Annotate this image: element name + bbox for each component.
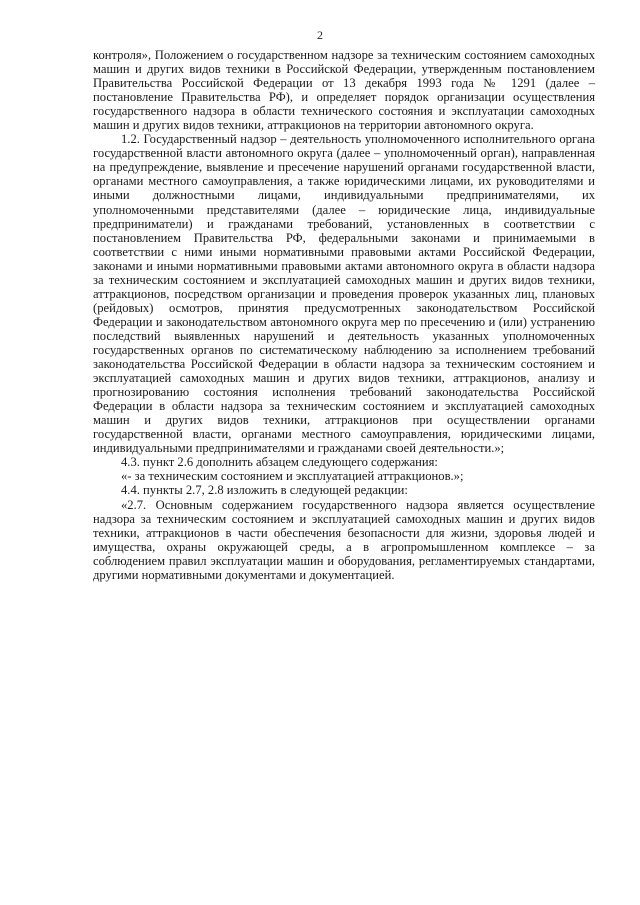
paragraph-4-4: 4.4. пункты 2.7, 2.8 изложить в следующей редакции: [121, 483, 408, 498]
paragraph-2-7: «2.7. Основным содержанием государственного надзора является осуществление надзора за техническим состоянием и эксплуатацией самоходных машин и других видов техники, аттракционов в части обеспечения безопасности для жизни, здоровья людей и имущества, охраны окружающей среды, а в агропромышленном комплексе – за соблюдением правил эксплуатации машин и оборудования, регламентируемых стандартами, другими нормативными документами и документацией. [93, 497, 595, 582]
paragraph-continuation: контроля», Положением о государственном надзоре за техническим состоянием самоходных машин и других видов техники в Российской Федерации, утвержденным постановлением Правительства Российской Федерации от 13 декабря 1993 года № 1291 (далее – постановление Правительства РФ), и определяет порядок организации осуществления государственного надзора в области технического состояния и эксплуатации самоходных машин и других видов техники, аттракционов на территории автономного округа. [93, 48, 595, 133]
paragraph-4-3: 4.3. пункт 2.6 дополнить абзацем следующего содержания: [121, 455, 438, 470]
document-body [93, 48, 595, 582]
paragraph-1-2: 1.2. Государственный надзор – деятельность уполномоченного исполнительного органа государственной власти автономного округа (далее – уполномоченный орган), направленная на предупреждение, выявление и пресечение нарушений органами государственной власти, органами местного самоуправления, а также юридическими лицами, их руководителями и иными должностными лицами, индивидуальными предпринимателями, их уполномоченными представителями (далее – юридические лица, индивидуальные предприниматели) и гражданами требований, установленных в соответствии с постановлением Правительства РФ, федеральными законами и принимаемыми в соответствии с ними иными нормативными правовыми актами Российской Федерации, законами и иными нормативными правовыми актами автономного округа в области надзора за техническим состоянием и эксплуатацией самоходных машин и других видов техники, аттракционов, посредством организации и проведения проверок указанных лиц, плановых (рейдовых) осмотров, принятия предусмотренных законодательством Российской Федерации и законодательством автономного округа мер по пресечению и (или) устранению последствий выявленных нарушений и деятельность указанных уполномоченных государственных органов по систематическому наблюдению за исполнением требований законодательства Российской Федерации в области надзора за техническим состоянием и эксплуатацией самоходных машин и других видов техники, аттракционов, анализу и прогнозированию состояния исполнения требований законодательства Российской Федерации в области надзора за техническим состоянием и эксплуатацией самоходных машин и других видов техники, аттракционов при осуществлении органами государственной власти, органами местного самоуправления, юридическими лицами, индивидуальными предпринимателями и гражданами своей деятельности.»; [93, 132, 595, 456]
paragraph-4-3-addition: «- за техническим состоянием и эксплуатацией аттракционов.»; [121, 469, 464, 484]
page-number: 2 [317, 28, 323, 42]
